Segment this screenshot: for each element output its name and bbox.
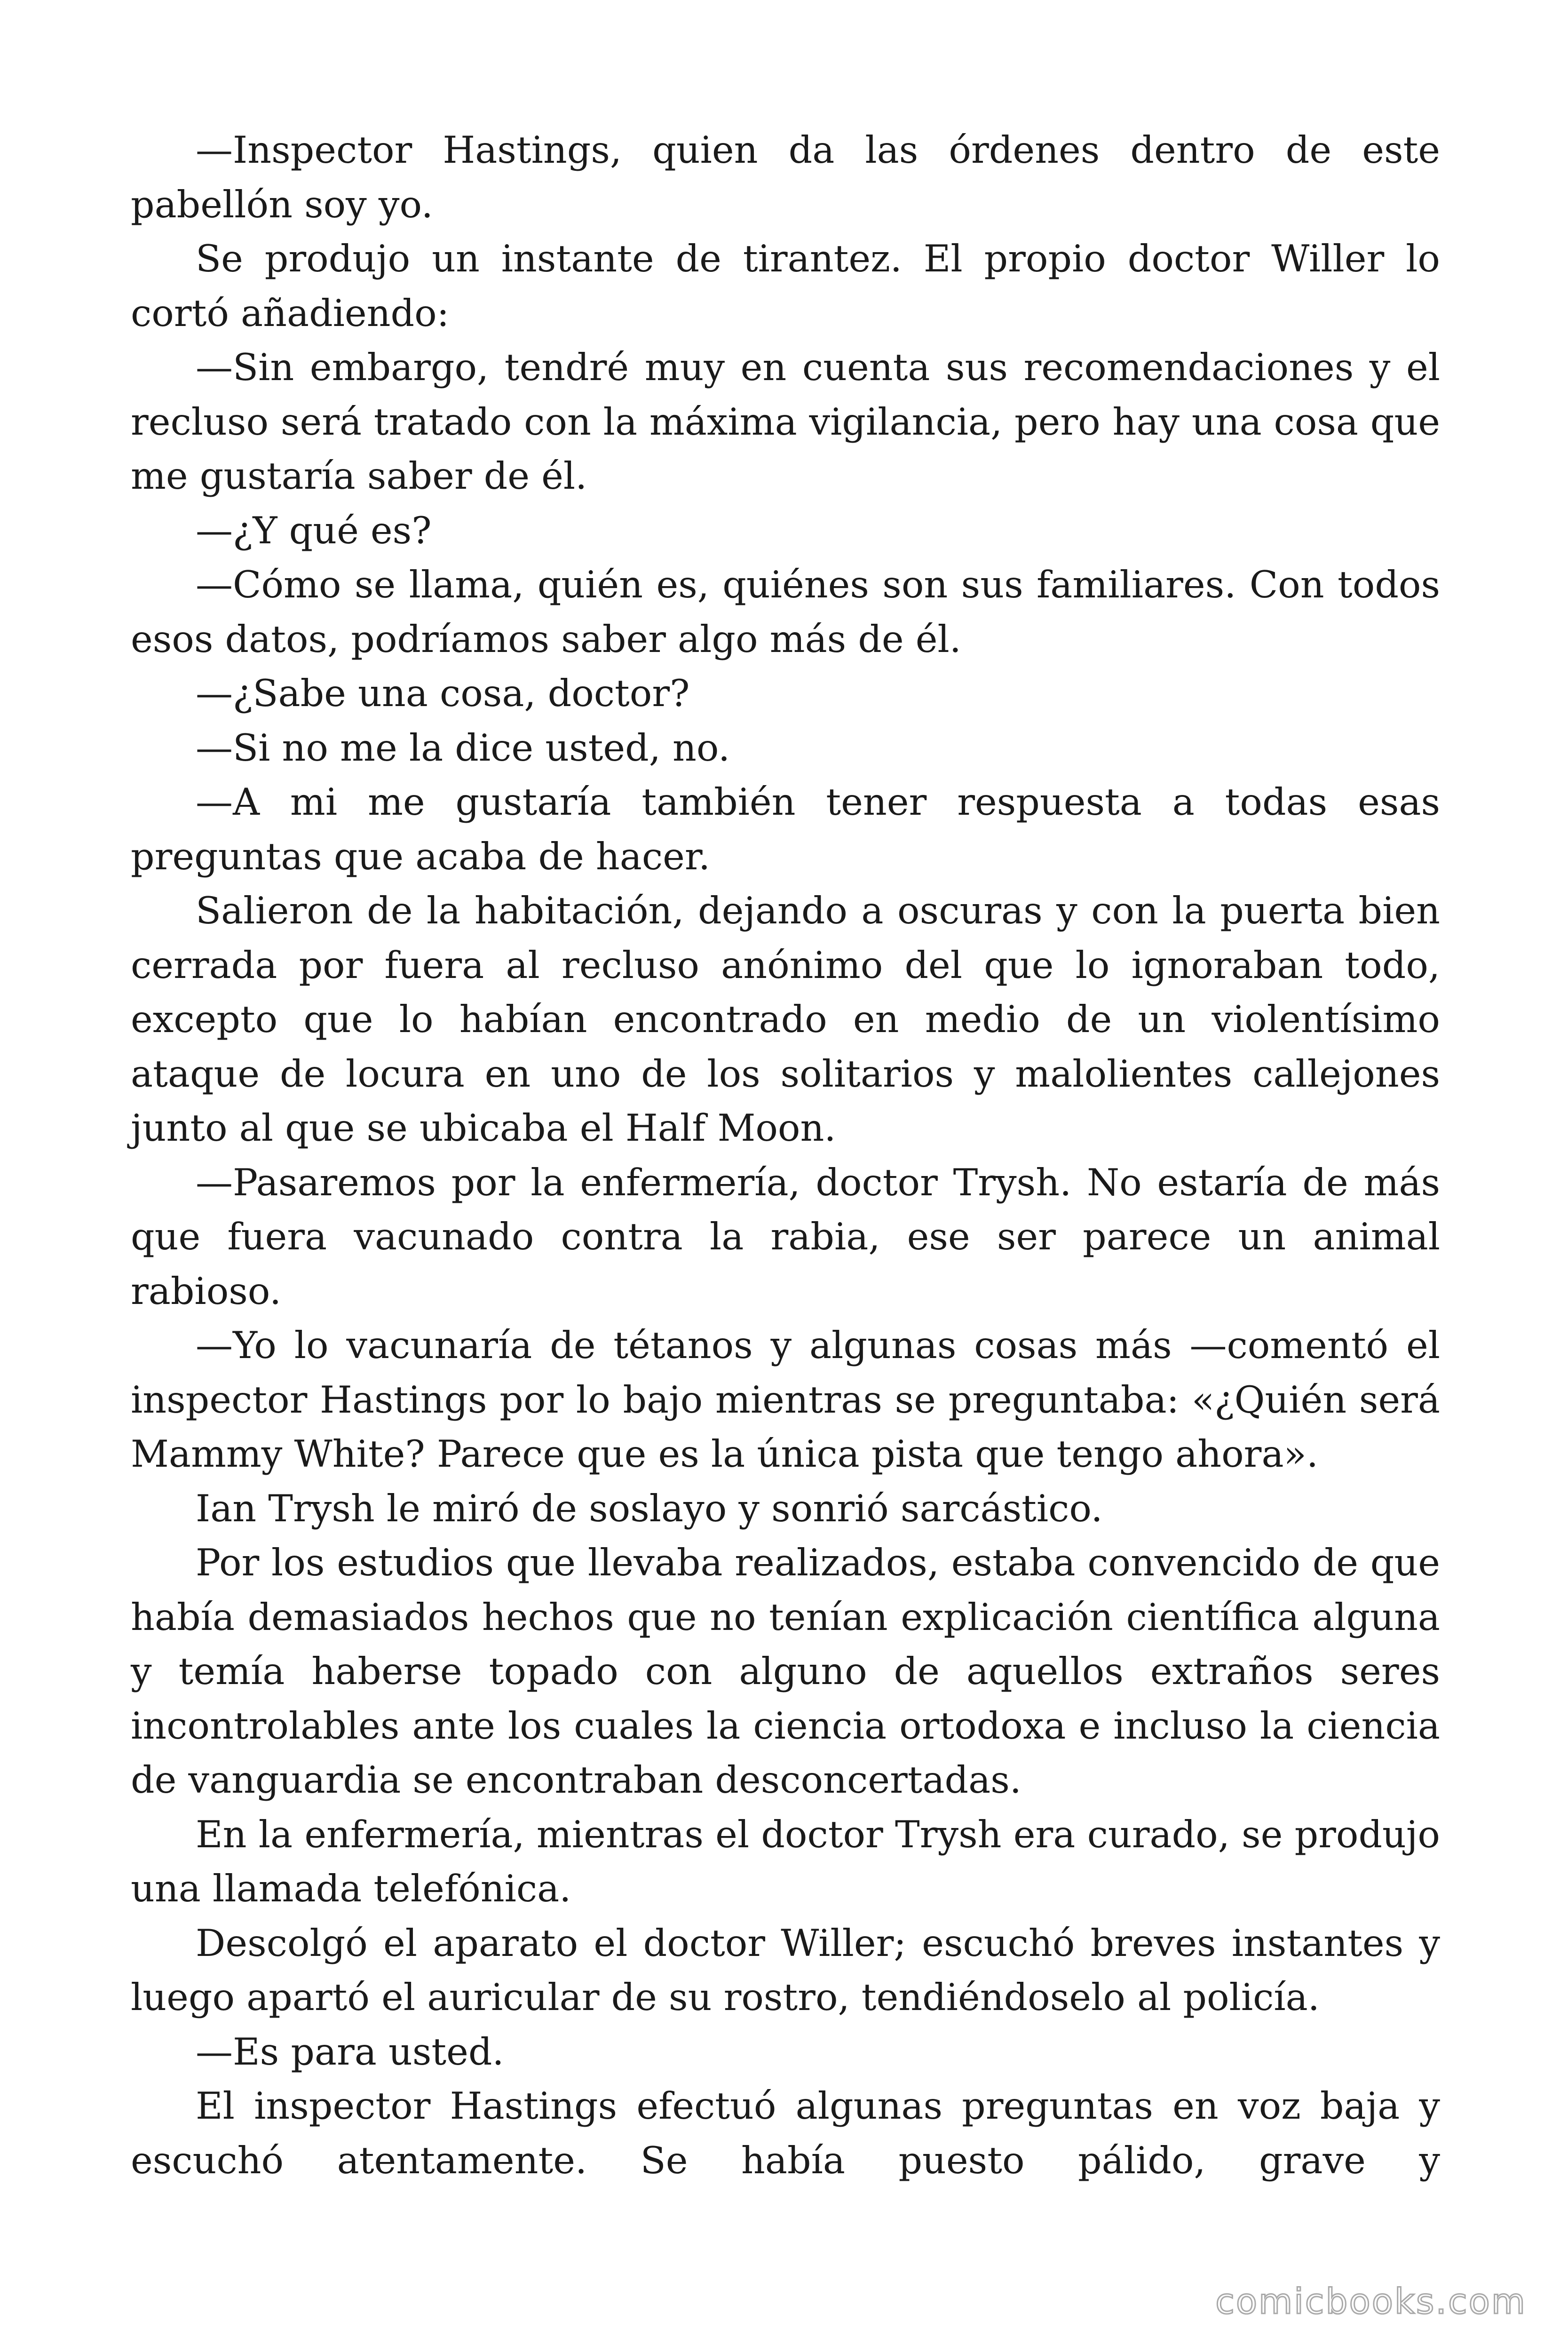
paragraph: Por los estudios que llevaba realizados, estaba convencido de que había demasiados hechos que no tenían explicación científica alguna y temía haberse topado con alguno de aquellos extraños seres incontrolables ante los cuales la ciencia ortodoxa e incluso la ciencia de vanguardia se encontraban desconcertadas.: [131, 1541, 1440, 1802]
paragraph: —Si no me la dice usted, no.: [196, 726, 730, 770]
paragraph: —¿Sabe una cosa, doctor?: [196, 672, 690, 715]
paragraph-continues: El inspector Hastings efectuó algunas preguntas en voz baja y escuchó atentamente. Se había puesto pálido, grave y: [131, 2084, 1440, 2182]
paragraph: —A mi me gustaría también tener respuesta a todas esas preguntas que acaba de hacer.: [131, 780, 1440, 878]
paragraph: —Yo lo vacunaría de tétanos y algunas cosas más —comentó el inspector Hastings por lo bajo mientras se preguntaba: «¿Quién será Mammy White? Parece que es la única pista que tengo ahora».: [131, 1324, 1440, 1476]
paragraph: —Sin embargo, tendré muy en cuenta sus recomendaciones y el recluso será tratado con la máxima vigilancia, pero hay una cosa que me gustaría saber de él.: [131, 346, 1440, 498]
paragraph: Salieron de la habitación, dejando a oscuras y con la puerta bien cerrada por fuera al recluso anónimo del que lo ignoraban todo, excepto que lo habían encontrado en medio de un violentísimo ataque de locura en uno de los solitarios y malolientes callejones junto al que se ubicaba el Half Moon.: [131, 889, 1440, 1150]
paragraph: —Cómo se llama, quién es, quiénes son sus familiares. Con todos esos datos, podríamos saber algo más de él.: [131, 563, 1440, 661]
paragraph: Ian Trysh le miró de soslayo y sonrió sarcástico.: [196, 1486, 1103, 1530]
body-text: [131, 123, 1440, 2188]
paragraph: Descolgó el aparato el doctor Willer; escuchó breves instantes y luego apartó el auricular de su rostro, tendiéndoselo al policía.: [131, 1921, 1440, 2019]
paragraph: En la enfermería, mientras el doctor Trysh era curado, se produjo una llamada telefónica.: [131, 1812, 1440, 1910]
paragraph: —¿Y qué es?: [196, 509, 432, 552]
watermark: comicbooks.com: [1215, 2281, 1527, 2322]
paragraph: —Inspector Hastings, quien da las órdenes dentro de este pabellón soy yo.: [131, 128, 1440, 226]
paragraph: Se produjo un instante de tirantez. El propio doctor Willer lo cortó añadiendo:: [131, 237, 1440, 335]
paragraph: —Es para usted.: [196, 2030, 504, 2074]
paragraph: —Pasaremos por la enfermería, doctor Trysh. No estaría de más que fuera vacunado contra la rabia, ese ser parece un animal rabioso.: [131, 1160, 1440, 1313]
